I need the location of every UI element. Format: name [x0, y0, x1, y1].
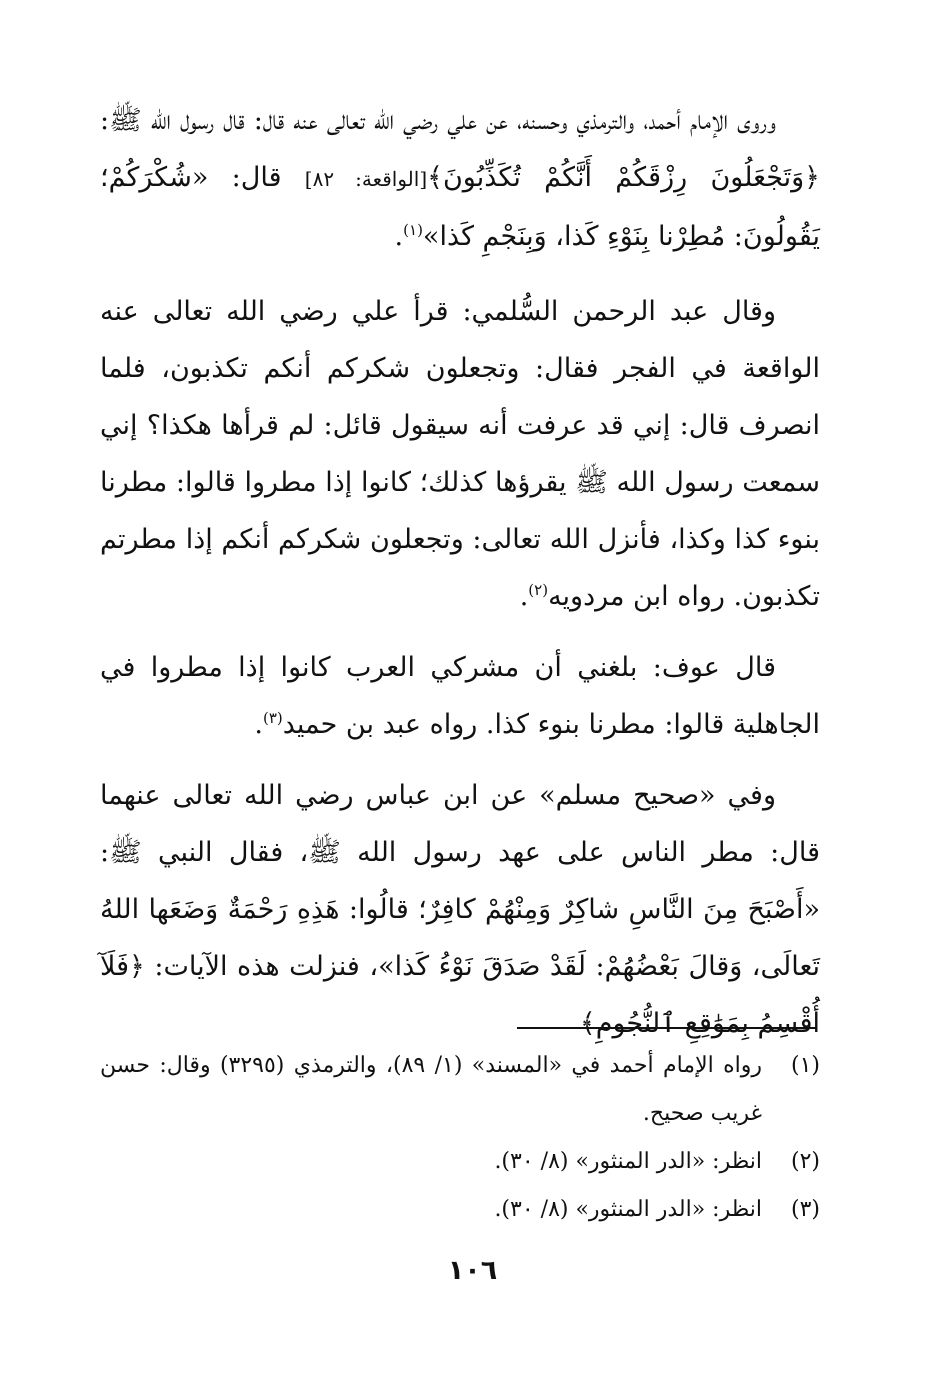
- paragraph-text: قال: «شُكْرَكُمْ؛ يَقُولُونَ: مُطِرْنا بِنَوْءِ كَذا، وَبِنَجْمِ كَذا»: [100, 162, 820, 252]
- paragraph-end: .: [254, 709, 263, 740]
- footnote-item: [100, 1042, 820, 1138]
- footnote-text: رواه الإمام أحمد في «المسند» (١/ ٨٩)، والترمذي (٣٢٩٥) وقال: حسن غريب صحيح.: [100, 1053, 762, 1126]
- page-number: ١٠٦: [447, 1255, 498, 1286]
- footnote-number: (٣): [790, 1197, 820, 1222]
- footnotes: [100, 1042, 820, 1234]
- quran-verse: ﴿وَتَجْعَلُونَ رِزْقَكُمْ أَنَّكُمْ تُكَذِّبُونَ﴾: [427, 162, 820, 193]
- paragraph-text: وقال عبد الرحمن السُّلمي: قرأ علي رضي الله تعالى عنه الواقعة في الفجر فقال: وتجعلون شكركم أنكم تكذبون، فلما انصرف قال: إني قد عرفت أنه سيقول قائل: لم قرأها هكذا؟ إني سمعت رسول الله ﷺ يقرؤها كذلك؛ كانوا إذا مطروا قالوا: مطرنا بنوء كذا وكذا، فأنزل الله تعالى: وتجعلون شكركم أنكم إذا مطرتم تكذبون. رواه ابن مردويه: [100, 296, 820, 612]
- footnote-number: (٢): [790, 1149, 820, 1174]
- footnote-item: [100, 1138, 820, 1186]
- footnote-text: انظر: «الدر المنثور» (٨/ ٣٠).: [494, 1197, 762, 1222]
- paragraph-muslim: [100, 767, 820, 1052]
- paragraph-sulami: [100, 283, 820, 625]
- page-body: [100, 92, 820, 1066]
- paragraph-ali-hadith: [100, 92, 820, 265]
- paragraph-end: .: [519, 581, 529, 612]
- footnote-marker: (٢): [528, 581, 549, 599]
- paragraph-text: وروى الإمام أحمد، والترمذي وحسنه، عن علي رضي الله تعالى عنه قال: قال رسول الله ﷺ:: [100, 105, 776, 136]
- footnote-number: (١): [790, 1053, 820, 1078]
- paragraph-text: وفي «صحيح مسلم» عن ابن عباس رضي الله تعالى عنهما قال: مطر الناس على عهد رسول الله ﷺ، فقال النبي ﷺ: «أَصْبَحَ مِنَ النَّاسِ شاكِرٌ وَمِنْهُمْ كافِرٌ؛ قالُوا: هَذِهِ رَحْمَةٌ وَضَعَها اللهُ تَعالَى، وَقالَ بَعْضُهُمْ: لَقَدْ صَدَقَ نَوْءُ كَذا»، فنزلت هذه الآيات:: [100, 780, 820, 982]
- quran-verse: ﴿فَلَآ أُقْسِمُ بِمَوَٰقِعِ ٱلنُّجُومِ﴾: [100, 951, 820, 1039]
- verse-reference: [الواقعة: ٨٢]: [304, 167, 428, 191]
- footnote-marker: (٣): [262, 709, 283, 727]
- footnote-item: [100, 1186, 820, 1234]
- paragraph-end: .: [394, 221, 404, 252]
- footnote-text: انظر: «الدر المنثور» (٨/ ٣٠).: [494, 1149, 762, 1174]
- paragraph-awf: [100, 639, 820, 753]
- footnote-separator: [517, 1027, 817, 1029]
- paragraph-text: قال عوف: بلغني أن مشركي العرب كانوا إذا مطروا في الجاهلية قالوا: مطرنا بنوء كذا. رواه عبد بن حميد: [100, 652, 820, 740]
- footnote-marker: (١): [403, 221, 423, 239]
